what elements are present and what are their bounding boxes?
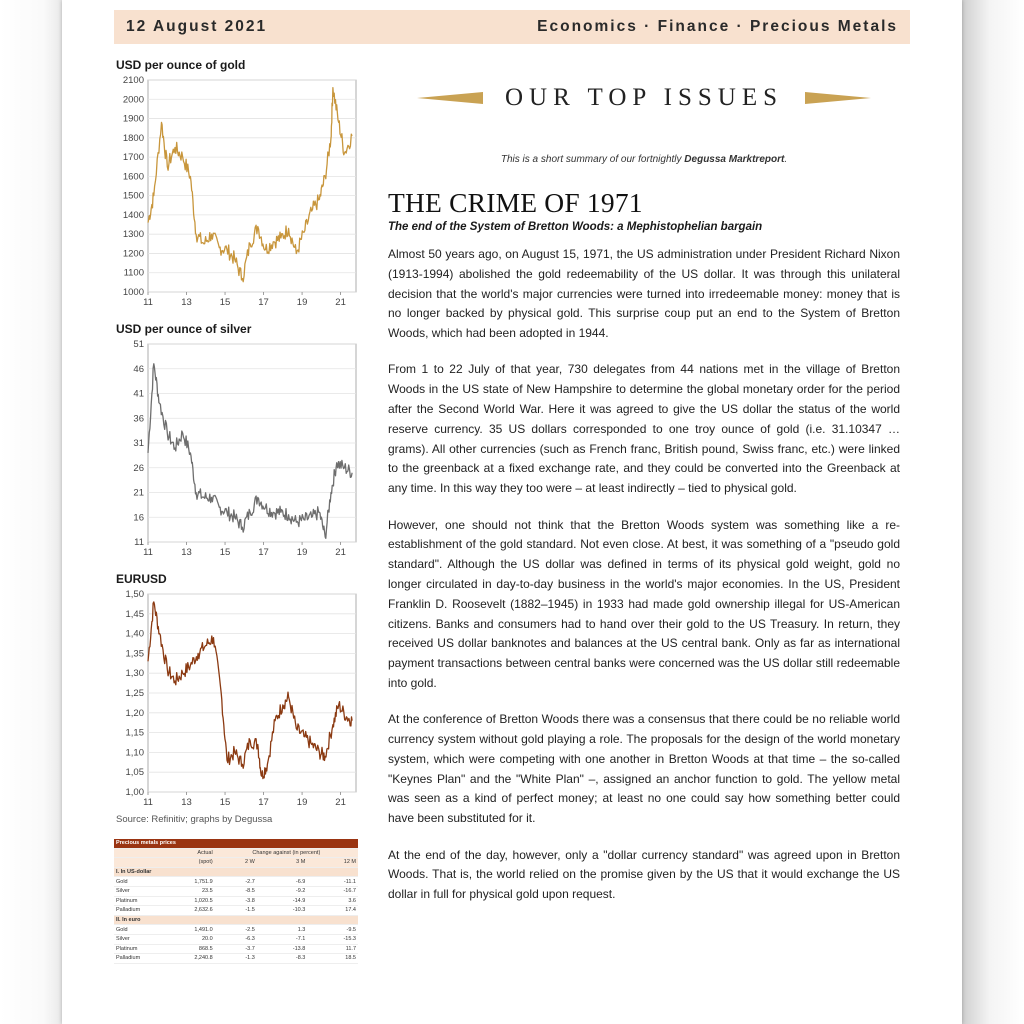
header-date: 12 August 2021: [126, 18, 268, 35]
eurusd-y-tick-label: 1,00: [125, 787, 144, 798]
article-headline: THE CRIME OF 1971: [388, 187, 643, 218]
gold-y-tick-label: 1400: [122, 209, 144, 221]
silver-x-tick-label: 15: [219, 547, 231, 558]
table-row: Silver 20.0 -6.3 -7.1 -15.3: [116, 936, 356, 943]
article-paragraph: At the end of the day, however, only a "dollar currency standard" was agreed upon in Bretton Woods. That is, the world relied on the promise given by the US that it would exchange the US dollar in full for physical gold upon request.: [388, 847, 900, 902]
gold-y-tick-label: 1700: [122, 152, 144, 164]
document-page: [62, 0, 962, 1024]
silver-x-tick-label: 21: [335, 547, 346, 558]
table-row: Silver 23.5 -8.5 -9.2 -16.7: [116, 888, 356, 895]
precious-metals-table: [114, 839, 358, 964]
table-row: Gold 1,751.9 -2.7 -6.9 -11.1: [116, 878, 356, 885]
col-actual: Actual: [170, 848, 215, 858]
table-row: Palladium 2,240.8 -1.3 -8.3 18.5: [116, 955, 356, 962]
eurusd-chart-title: EURUSD: [116, 572, 167, 586]
eurusd-y-tick-label: 1,15: [125, 727, 144, 739]
eurusd-y-tick-label: 1,30: [125, 668, 144, 680]
silver-y-tick-label: 26: [133, 462, 144, 474]
gold-y-tick-label: 1300: [122, 229, 144, 241]
silver-y-tick-label: 31: [133, 438, 144, 449]
col-3m: 3 M: [257, 858, 308, 868]
header-topics: Economics · Finance · Precious Metals: [537, 18, 898, 35]
article-subheadline: The end of the System of Bretton Woods: a Mephistophelian bargain: [388, 221, 763, 233]
silver-x-tick-label: 13: [181, 547, 192, 558]
silver-y-tick-label: 21: [133, 487, 144, 499]
gold-y-tick-label: 1200: [122, 248, 144, 260]
sidebar-charts: [114, 58, 368, 964]
table-row: Palladium 2,632.6 -1.5 -10.3 17.4: [116, 907, 356, 914]
section-eur: II. In euro: [114, 915, 358, 925]
silver-x-tick-label: 17: [258, 547, 269, 558]
col-2w: 2 W: [215, 858, 257, 868]
eurusd-chart-svg: [114, 588, 366, 810]
main-article: [388, 78, 900, 921]
header-bar: [114, 10, 910, 44]
silver-y-tick-label: 46: [133, 363, 144, 375]
page-edge-right: [962, 0, 1024, 1024]
eurusd-x-tick-label: 13: [181, 797, 192, 808]
article-paragraph: Almost 50 years ago, on August 15, 1971, the US administration under President Richard Nixon (1913-1994) abolished the gold redeemability of the US dollar. It was through this unilateral decision that the world's major currencies were turned into irredeemable money: money that is no longer backed by physical gold. This surprise coup put an end to the System of Bretton Woods, which had been adopted in 1944.: [388, 247, 900, 341]
col-change: Change against (in percent): [215, 848, 358, 858]
gold-y-tick-label: 1000: [122, 287, 144, 298]
table-title: Precious metals prices: [114, 839, 358, 848]
eurusd-y-tick-label: 1,10: [125, 747, 144, 759]
section-usd: I. In US-dollar: [114, 867, 358, 877]
table-row: Platinum 868.5 -3.7 -13.8 11.7: [116, 945, 356, 952]
eurusd-x-tick-label: 11: [143, 797, 153, 808]
gold-series-line: [148, 88, 352, 282]
eurusd-x-tick-label: 17: [258, 797, 269, 808]
eurusd-y-tick-label: 1,20: [125, 707, 144, 719]
gold-y-tick-label: 1800: [122, 132, 144, 144]
eurusd-chart: [114, 572, 368, 810]
gold-y-tick-label: 1100: [123, 267, 144, 279]
banner-title: OUR TOP ISSUES: [504, 84, 784, 111]
silver-series-line: [148, 364, 352, 539]
silver-x-tick-label: 11: [143, 547, 153, 558]
eurusd-y-tick-label: 1,35: [125, 648, 144, 660]
gold-y-tick-label: 1600: [122, 171, 144, 183]
intro-publication: Degussa Marktreport: [684, 154, 785, 165]
gold-chart-svg: [114, 74, 366, 310]
col-spot: (spot): [170, 858, 215, 868]
chart-source-note: Source: Refinitiv; graphs by Degussa: [116, 814, 273, 825]
gold-chart-title: USD per ounce of gold: [116, 58, 246, 72]
gold-x-tick-label: 11: [143, 297, 153, 308]
eurusd-y-tick-label: 1,25: [125, 688, 144, 699]
top-issues-banner: [388, 78, 900, 118]
banner-arrow-left-icon: [417, 92, 483, 104]
gold-x-tick-label: 17: [258, 297, 269, 308]
eurusd-y-tick-label: 1,50: [125, 589, 144, 600]
intro-line: This is a short summary of our fortnightly Degussa Marktreport.: [500, 154, 788, 165]
gold-y-tick-label: 2000: [122, 94, 144, 106]
article-paragraph: From 1 to 22 July of that year, 730 delegates from 44 nations met in the village of Bretton Woods in the US state of New Hampshire to determine the global monetary order for the period after the Second World War. Here it was agreed to give the US dollar the status of the world reserve currency. 35 US dollars corresponded to one troy ounce of gold (i.e. 31.10347 … grams). All other currencies (such as French franc, British pound, Swiss franc, etc.) were linked to the greenback at a fixed exchange rate, and they could be converted into the Greenback at any time. In this way they too were – at least indirectly – tied to physical gold.: [388, 362, 900, 496]
article-paragraph: However, one should not think that the Bretton Woods system was something like a re-establishment of the gold standard. Not even close. At best, it was something of a "pseudo gold standard". Although the US dollar was defined in terms of its physical gold weight, gold no longer circulated in day-to-day business in the world's major economies. In the US, President Franklin D. Roosevelt (1882–1945) in 1933 had made gold ownership illegal for US-American citizens. Banks and consumers had to hand over their gold to the US Treasury. In return, they received US dollar banknotes and balances at the US central bank. Only as far as international payment transactions between central banks were concerned was the US dollar still redeemable into gold.: [388, 517, 900, 690]
table-row: Gold 1,491.0 -2.5 1.3 -9.5: [116, 926, 356, 933]
gold-x-tick-label: 19: [296, 297, 308, 308]
gold-chart: [114, 58, 368, 310]
eurusd-x-tick-label: 21: [335, 797, 346, 808]
eurusd-y-tick-label: 1,05: [125, 767, 144, 779]
eurusd-x-tick-label: 15: [219, 797, 231, 808]
table-row: Platinum 1,020.5 -3.8 -14.9 3.6: [116, 897, 356, 904]
gold-y-tick-label: 1900: [122, 113, 144, 125]
silver-chart-title: USD per ounce of silver: [116, 322, 252, 336]
banner-arrow-right-icon: [805, 92, 871, 104]
gold-y-tick-label: 1500: [122, 190, 144, 202]
silver-y-tick-label: 41: [133, 388, 144, 400]
gold-x-tick-label: 13: [181, 297, 192, 308]
gold-x-tick-label: 15: [219, 297, 231, 308]
silver-x-tick-label: 19: [296, 547, 308, 558]
gold-plot-frame: [148, 80, 356, 292]
silver-y-tick-label: 36: [133, 413, 144, 425]
silver-y-tick-label: 11: [134, 537, 144, 548]
article-paragraph: At the conference of Bretton Woods there was a consensus that there could be no reliable world currency system without gold playing a role. The proposals for the design of the world monetary system, which were competing with one another in Bretton Woods at that time – the so-called "Keynes Plan" and the "White Plan" –, assigned an anchor function to gold. The yellow metal was seen as a kind of perfect money; at least no one could say how something better could have been substituted for it.: [388, 712, 900, 826]
page-edge-left: [0, 0, 62, 1024]
col-12m: 12 M: [307, 858, 358, 868]
silver-y-tick-label: 51: [133, 339, 144, 350]
silver-chart: [114, 322, 368, 560]
eurusd-y-tick-label: 1,40: [125, 628, 144, 640]
eurusd-y-tick-label: 1,45: [125, 608, 144, 620]
eurusd-x-tick-label: 19: [296, 797, 308, 808]
gold-y-tick-label: 2100: [122, 75, 144, 86]
silver-y-tick-label: 16: [133, 512, 144, 524]
gold-x-tick-label: 21: [335, 297, 346, 308]
silver-chart-svg: [114, 338, 366, 560]
